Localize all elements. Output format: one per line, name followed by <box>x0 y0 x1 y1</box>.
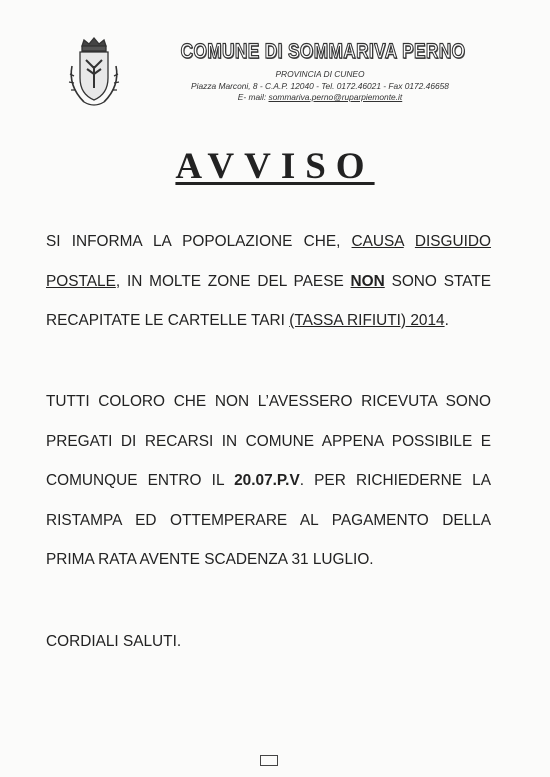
letterhead <box>150 40 490 104</box>
p1-end: . <box>444 312 449 329</box>
p2-text-2: . PER RICHIEDERNE LA RISTAMPA ED OTTEMPERARE AL PAGAMENTO DELLA PRIMA RATA AVENTE SCADENZA 31 LUGLIO. <box>46 472 491 568</box>
email-link[interactable]: sommariva.perno@ruparpiemonte.it <box>268 92 403 102</box>
email-line <box>150 92 490 104</box>
closing: CORDIALI SALUTI. <box>46 633 182 650</box>
paragraph-2 <box>46 382 491 580</box>
p1-disguido: DISGUIDO POSTALE <box>46 233 492 290</box>
p1-text-3: SONO STATE RECAPITATE LE CARTELLE TARI <box>46 272 492 329</box>
province: PROVINCIA DI CUNEO <box>275 69 365 79</box>
email-prefix: E- mail: <box>237 92 267 102</box>
p1-non: NON <box>350 272 385 290</box>
p2-deadline: 20.07.P.V <box>234 472 300 489</box>
p2-text-1: TUTTI COLORO CHE NON L’AVESSERO RICEVUTA SONO PREGATI DI RECARSI IN COMUNE APPENA POSSIBILE E COMUNQUE ENTRO IL <box>46 393 491 489</box>
p1-text-2: , IN MOLTE ZONE DEL PAESE <box>115 272 344 290</box>
municipal-crest-icon <box>62 36 126 112</box>
municipality-name: COMUNE DI SOMMARIVA PERNO <box>180 40 466 63</box>
page-marker <box>260 755 278 766</box>
paragraph-1 <box>46 222 491 341</box>
notice-title: AVVISO <box>175 146 375 187</box>
p1-text-1: SI INFORMA LA POPOLAZIONE CHE, <box>46 233 341 250</box>
p1-causa: CAUSA <box>351 233 404 250</box>
address-line: Piazza Marconi, 8 - C.A.P. 12040 - Tel. 0172.46021 - Fax 0172.46658 <box>191 80 449 91</box>
p1-tassa: (TASSA RIFIUTI) 2014 <box>289 312 445 329</box>
